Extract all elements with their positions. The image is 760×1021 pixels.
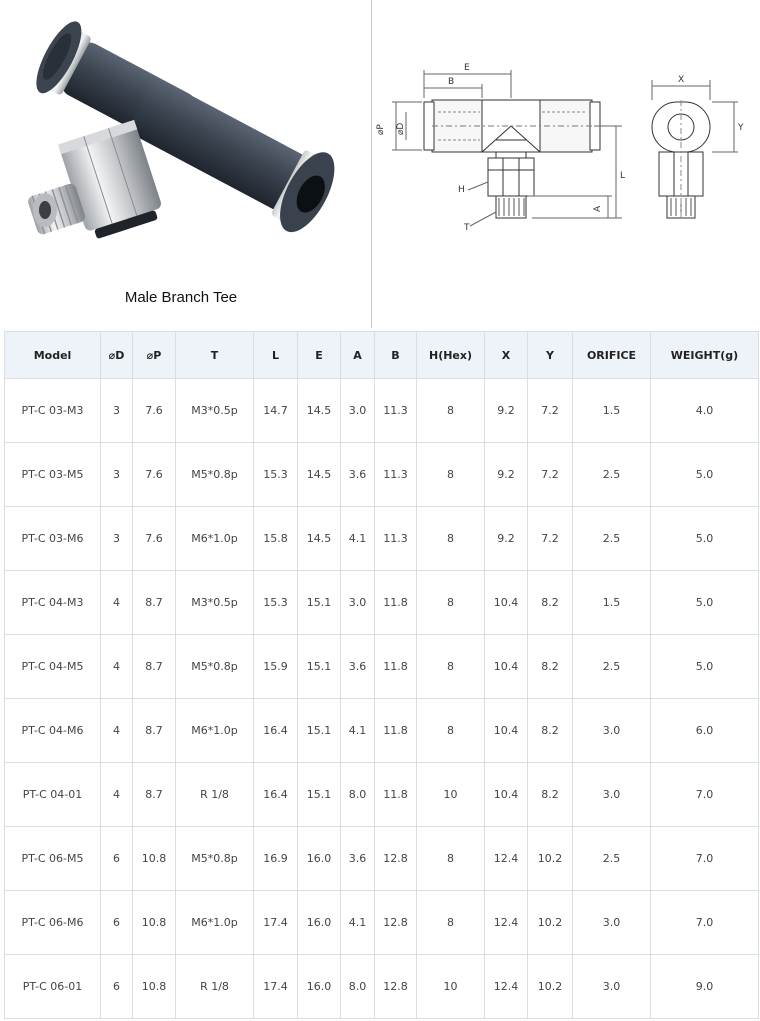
table-row [5, 571, 759, 635]
cell-l: 17.4 [254, 955, 298, 1019]
cell-orifice: 3.0 [573, 955, 651, 1019]
cell-d: 3 [101, 443, 133, 507]
cell-p: 8.7 [133, 699, 176, 763]
cell-model: PT-C 04-01 [5, 763, 101, 827]
dim-label-l: L [620, 171, 626, 181]
cell-model: PT-C 03-M5 [5, 443, 101, 507]
cell-l: 14.7 [254, 379, 298, 443]
cell-a: 3.6 [341, 635, 375, 699]
technical-drawing-panel [372, 0, 760, 330]
cell-a: 4.1 [341, 507, 375, 571]
cell-l: 16.9 [254, 827, 298, 891]
cell-model: PT-C 03-M3 [5, 379, 101, 443]
table-row [5, 699, 759, 763]
cell-t: M6*1.0p [176, 699, 254, 763]
cell-h-hex: 8 [417, 507, 485, 571]
cell-e: 15.1 [298, 635, 341, 699]
table-header-row [5, 332, 759, 379]
cell-model: PT-C 06-01 [5, 955, 101, 1019]
dim-label-y: Y [738, 123, 744, 133]
cell-d: 4 [101, 571, 133, 635]
header-orifice: ORIFICE [573, 332, 651, 379]
cell-p: 7.6 [133, 379, 176, 443]
cell-d: 4 [101, 763, 133, 827]
header-d: ⌀D [101, 332, 133, 379]
header-l: L [254, 332, 298, 379]
dim-label-e: E [464, 63, 470, 73]
cell-b: 11.3 [375, 507, 417, 571]
cell-model: PT-C 06-M5 [5, 827, 101, 891]
table-row [5, 507, 759, 571]
header-model: Model [5, 332, 101, 379]
product-photo-panel [0, 0, 370, 330]
header-y: Y [528, 332, 573, 379]
table-row [5, 635, 759, 699]
cell-d: 3 [101, 507, 133, 571]
cell-l: 15.3 [254, 443, 298, 507]
table-row [5, 443, 759, 507]
cell-x: 12.4 [485, 955, 528, 1019]
cell-h-hex: 8 [417, 443, 485, 507]
cell-model: PT-C 04-M6 [5, 699, 101, 763]
cell-model: PT-C 03-M6 [5, 507, 101, 571]
cell-y: 10.2 [528, 891, 573, 955]
cell-p: 8.7 [133, 571, 176, 635]
cell-x: 9.2 [485, 379, 528, 443]
cell-l: 15.9 [254, 635, 298, 699]
cell-e: 15.1 [298, 699, 341, 763]
table-row [5, 827, 759, 891]
technical-drawing [372, 0, 760, 330]
cell-orifice: 1.5 [573, 379, 651, 443]
cell-y: 8.2 [528, 635, 573, 699]
cell-y: 8.2 [528, 571, 573, 635]
header-weight: WEIGHT(g) [651, 332, 759, 379]
cell-e: 14.5 [298, 379, 341, 443]
cell-a: 3.6 [341, 827, 375, 891]
cell-d: 4 [101, 635, 133, 699]
cell-y: 10.2 [528, 955, 573, 1019]
cell-weight: 7.0 [651, 763, 759, 827]
cell-orifice: 3.0 [573, 891, 651, 955]
header-e: E [298, 332, 341, 379]
cell-y: 10.2 [528, 827, 573, 891]
cell-b: 12.8 [375, 827, 417, 891]
cell-orifice: 2.5 [573, 507, 651, 571]
cell-h-hex: 8 [417, 699, 485, 763]
cell-orifice: 2.5 [573, 443, 651, 507]
cell-t: R 1/8 [176, 955, 254, 1019]
cell-weight: 5.0 [651, 635, 759, 699]
dim-label-a: A [593, 205, 603, 212]
cell-x: 10.4 [485, 635, 528, 699]
cell-model: PT-C 06-M6 [5, 891, 101, 955]
cell-x: 9.2 [485, 443, 528, 507]
cell-weight: 5.0 [651, 443, 759, 507]
cell-a: 4.1 [341, 891, 375, 955]
cell-l: 15.3 [254, 571, 298, 635]
cell-l: 15.8 [254, 507, 298, 571]
header-t: T [176, 332, 254, 379]
cell-x: 10.4 [485, 763, 528, 827]
dim-label-b: B [448, 77, 455, 87]
product-header [0, 0, 760, 330]
cell-p: 8.7 [133, 635, 176, 699]
cell-e: 14.5 [298, 507, 341, 571]
cell-weight: 6.0 [651, 699, 759, 763]
cell-d: 6 [101, 955, 133, 1019]
cell-a: 4.1 [341, 699, 375, 763]
cell-x: 12.4 [485, 891, 528, 955]
cell-y: 7.2 [528, 443, 573, 507]
cell-h-hex: 8 [417, 571, 485, 635]
cell-t: M5*0.8p [176, 635, 254, 699]
cell-d: 4 [101, 699, 133, 763]
dim-label-x: X [678, 75, 685, 85]
dim-label-h: H [458, 185, 465, 195]
cell-t: M6*1.0p [176, 507, 254, 571]
header-b: B [375, 332, 417, 379]
product-photo [0, 0, 370, 285]
header-a: A [341, 332, 375, 379]
cell-weight: 4.0 [651, 379, 759, 443]
cell-b: 11.8 [375, 571, 417, 635]
cell-e: 16.0 [298, 891, 341, 955]
cell-h-hex: 10 [417, 763, 485, 827]
cell-y: 7.2 [528, 507, 573, 571]
cell-x: 9.2 [485, 507, 528, 571]
cell-l: 16.4 [254, 699, 298, 763]
cell-a: 3.0 [341, 571, 375, 635]
cell-a: 8.0 [341, 955, 375, 1019]
cell-weight: 5.0 [651, 571, 759, 635]
cell-e: 14.5 [298, 443, 341, 507]
spec-table [4, 331, 759, 1019]
cell-y: 8.2 [528, 699, 573, 763]
cell-e: 16.0 [298, 955, 341, 1019]
cell-p: 10.8 [133, 891, 176, 955]
header-x: X [485, 332, 528, 379]
cell-p: 8.7 [133, 763, 176, 827]
header-h-hex: H(Hex) [417, 332, 485, 379]
cell-x: 12.4 [485, 827, 528, 891]
cell-h-hex: 8 [417, 827, 485, 891]
cell-weight: 9.0 [651, 955, 759, 1019]
cell-orifice: 2.5 [573, 635, 651, 699]
cell-b: 11.8 [375, 635, 417, 699]
cell-model: PT-C 04-M3 [5, 571, 101, 635]
dim-label-d: ⌀D [396, 122, 406, 135]
cell-y: 8.2 [528, 763, 573, 827]
cell-b: 12.8 [375, 955, 417, 1019]
cell-h-hex: 10 [417, 955, 485, 1019]
cell-p: 10.8 [133, 955, 176, 1019]
cell-p: 7.6 [133, 507, 176, 571]
cell-t: R 1/8 [176, 763, 254, 827]
cell-d: 3 [101, 379, 133, 443]
cell-a: 3.6 [341, 443, 375, 507]
cell-weight: 5.0 [651, 507, 759, 571]
cell-weight: 7.0 [651, 891, 759, 955]
cell-t: M3*0.5p [176, 571, 254, 635]
dim-label-p: ⌀P [376, 124, 386, 135]
cell-e: 15.1 [298, 763, 341, 827]
cell-h-hex: 8 [417, 635, 485, 699]
cell-l: 17.4 [254, 891, 298, 955]
cell-d: 6 [101, 827, 133, 891]
cell-model: PT-C 04-M5 [5, 635, 101, 699]
cell-b: 11.8 [375, 699, 417, 763]
cell-a: 8.0 [341, 763, 375, 827]
cell-p: 7.6 [133, 443, 176, 507]
cell-p: 10.8 [133, 827, 176, 891]
cell-a: 3.0 [341, 379, 375, 443]
cell-h-hex: 8 [417, 379, 485, 443]
cell-x: 10.4 [485, 699, 528, 763]
cell-l: 16.4 [254, 763, 298, 827]
cell-b: 11.3 [375, 379, 417, 443]
cell-e: 16.0 [298, 827, 341, 891]
cell-t: M5*0.8p [176, 443, 254, 507]
cell-orifice: 3.0 [573, 763, 651, 827]
cell-h-hex: 8 [417, 891, 485, 955]
cell-e: 15.1 [298, 571, 341, 635]
table-row [5, 379, 759, 443]
cell-y: 7.2 [528, 379, 573, 443]
table-row [5, 891, 759, 955]
cell-b: 11.8 [375, 763, 417, 827]
cell-x: 10.4 [485, 571, 528, 635]
cell-d: 6 [101, 891, 133, 955]
cell-t: M5*0.8p [176, 827, 254, 891]
cell-orifice: 3.0 [573, 699, 651, 763]
cell-orifice: 2.5 [573, 827, 651, 891]
cell-weight: 7.0 [651, 827, 759, 891]
cell-t: M6*1.0p [176, 891, 254, 955]
cell-orifice: 1.5 [573, 571, 651, 635]
table-row [5, 955, 759, 1019]
product-caption: Male Branch Tee [124, 289, 238, 306]
table-body [5, 379, 759, 1019]
table-row [5, 763, 759, 827]
header-p: ⌀P [133, 332, 176, 379]
dim-label-t: T [464, 223, 470, 233]
cell-b: 12.8 [375, 891, 417, 955]
cell-b: 11.3 [375, 443, 417, 507]
cell-t: M3*0.5p [176, 379, 254, 443]
